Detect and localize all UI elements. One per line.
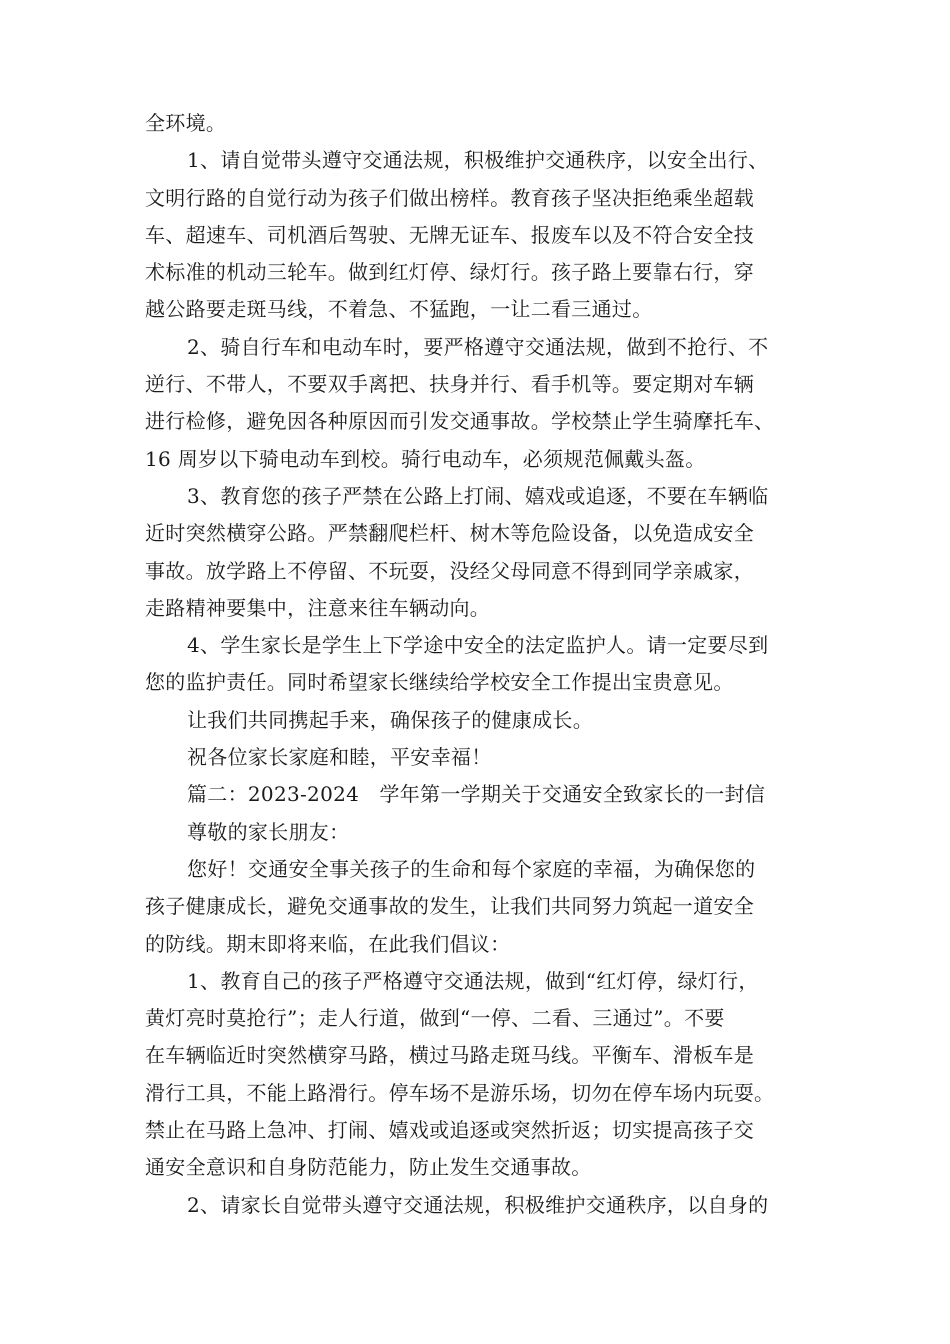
text-line: 16 周岁以下骑电动车到校。骑行电动车，必须规范佩戴头盔。 xyxy=(145,446,706,471)
text-line: 让我们共同携起手来，确保孩子的健康成长。 xyxy=(187,707,593,732)
text-line: 祝各位家长家庭和睦，平安幸福！ xyxy=(187,745,492,770)
text-line: 2、请家长自觉带头遵守交通法规，积极维护交通秩序，以自身的 xyxy=(187,1192,769,1217)
text-line: 走路精神要集中，注意来往车辆动向。 xyxy=(145,595,491,620)
text-line: 2、骑自行车和电动车时，要严格遵守交通法规，做到不抢行、不 xyxy=(187,334,769,359)
text-line: 全环境。 xyxy=(145,111,227,135)
text-line: 3、教育您的孩子严禁在公路上打闹、嬉戏或追逐，不要在车辆临 xyxy=(187,483,769,508)
text-line: 车、超速车、司机酒后驾驶、无牌无证车、报废车以及不符合安全技 xyxy=(145,222,754,247)
text-line: 孩子健康成长，避免交通事故的发生，让我们共同努力筑起一道安全 xyxy=(145,894,754,919)
text-line: 4、学生家长是学生上下学途中安全的法定监护人。请一定要尽到 xyxy=(187,633,769,658)
text-line: 黄灯亮时莫抢行”；走人行道，做到“一停、二看、三通过”。不要 xyxy=(145,1006,725,1031)
text-line: 越公路要走斑马线，不着急、不猛跑，一让二看三通过。 xyxy=(145,297,653,322)
document-body xyxy=(145,105,825,1224)
text-line: 您的监护责任。同时希望家长继续给学校安全工作提出宝贵意见。 xyxy=(145,670,734,695)
text-line: 滑行工具，不能上路滑行。停车场不是游乐场，切勿在停车场内玩耍。 xyxy=(145,1080,775,1105)
text-line: 您好！交通安全事关孩子的生命和每个家庭的幸福，为确保您的 xyxy=(187,856,756,881)
text-line: 近时突然横穿公路。严禁翻爬栏杆、树木等危险设备，以免造成安全 xyxy=(145,521,754,546)
text-line: 1、请自觉带头遵守交通法规，积极维护交通秩序，以安全出行、 xyxy=(187,148,769,173)
text-line: 进行检修，避免因各种原因而引发交通事故。学校禁止学生骑摩托车、 xyxy=(145,409,775,434)
text-line: 逆行、不带人，不要双手离把、扶身并行、看手机等。要定期对车辆 xyxy=(145,372,754,397)
text-line: 事故。放学路上不停留、不玩耍，没经父母同意不得到同学亲戚家， xyxy=(145,558,754,583)
text-line: 的防线。期末即将来临，在此我们倡议： xyxy=(145,931,511,956)
text-line: 禁止在马路上急冲、打闹、嬉戏或追逐或突然折返；切实提高孩子交 xyxy=(145,1118,754,1143)
text-line: 尊敬的家长朋友： xyxy=(187,819,350,844)
text-line: 文明行路的自觉行动为孩子们做出榜样。教育孩子坚决拒绝乘坐超载 xyxy=(145,185,754,210)
text-line: 术标准的机动三轮车。做到红灯停、绿灯行。孩子路上要靠右行，穿 xyxy=(145,260,754,285)
text-line: 篇二：2023-2024 学年第一学期关于交通安全致家长的一封信 xyxy=(187,782,766,807)
text-line: 通安全意识和自身防范能力，防止发生交通事故。 xyxy=(145,1155,592,1180)
text-line: 1、教育自己的孩子严格遵守交通法规，做到“红灯停，绿灯行， xyxy=(187,968,759,993)
text-line: 在车辆临近时突然横穿马路，横过马路走斑马线。平衡车、滑板车是 xyxy=(145,1043,754,1068)
